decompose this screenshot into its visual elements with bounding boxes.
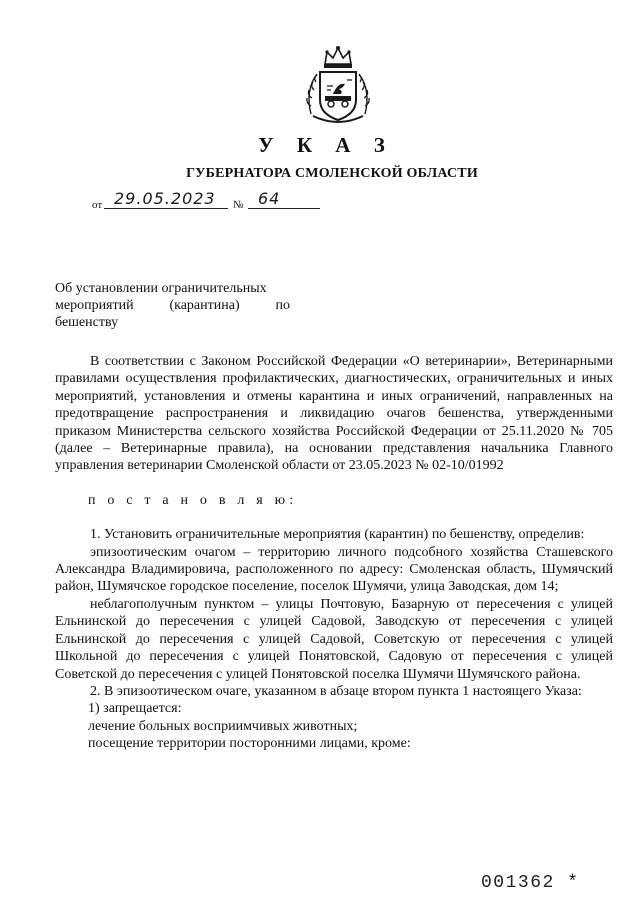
- preamble-paragraph: В соответствии с Законом Российской Федерации «О ветеринарии», Ветеринарными правилами осуществления профилактических, диагностических, ограничительных и иных мероприятий, установления и отмены карантина и иных ограничений, направленных на предотвращение распространения и ликвидацию очагов бешенства, утвержденными приказом Министерства сельского хозяйства Российской Федерации от 25.11.2020 № 705 (далее – Ветеринарные правила), на основании представления начальника Главного управления ветеринарии Смоленской области от 23.05.2023 № 02-10/01992: [55, 354, 613, 474]
- smolensk-coat-of-arms-icon: [303, 44, 373, 126]
- item-1-focus: эпизоотическим очагом – территорию личного подсобного хозяйства Сташевского Александра Владимировича, расположенного по адресу: Смоленская область, Шумячский район, Шумячское городское поселение, поселок Шумячи, улица Заводская, дом 14;: [55, 544, 613, 595]
- subject-word: по: [275, 298, 290, 313]
- date-prefix: от: [92, 199, 103, 211]
- document-issuer: ГУБЕРНАТОРА СМОЛЕНСКОЙ ОБЛАСТИ: [186, 166, 478, 181]
- item-2-1-b: посещение территории посторонними лицами, кроме:: [88, 736, 411, 752]
- subject-line-1: Об установлении ограничительных: [55, 281, 267, 296]
- number-underline: [248, 208, 320, 209]
- item-1: 1. Установить ограничительные мероприятия (карантин) по бешенству, определив:: [90, 527, 585, 543]
- item-1-point: неблагополучным пунктом – улицы Почтовую, Базарную от пересечения с улицей Ельнинской до пересечения с улицей Садовой, Заводскую от пересечения с улицей Ельнинской до пересечения с улицей Садовой, Советскую от пересечения с улицей Школьной до пересечения с улицей Понятовской, Садовую от пересечения с улицей Советской до пересечения с улицей Понятовской поселка Шумячи Шумячского района.: [55, 596, 613, 682]
- document-title: У К А З: [258, 133, 394, 157]
- serial-number: 001362 *: [481, 873, 580, 893]
- subject-line-3: бешенству: [55, 315, 119, 330]
- item-2-1: 1) запрещается:: [88, 701, 182, 717]
- document-body: [55, 353, 613, 753]
- subject-word: мероприятий: [55, 298, 134, 313]
- item-2-1-a: лечение больных восприимчивых животных;: [88, 718, 358, 734]
- document-subject: [55, 280, 290, 331]
- subject-word: (карантина): [169, 298, 240, 313]
- number-prefix: №: [233, 199, 244, 211]
- item-2: 2. В эпизоотическом очаге, указанном в абзаце втором пункта 1 настоящего Указа:: [90, 683, 582, 699]
- decree-word: п о с т а н о в л я ю:: [88, 492, 298, 508]
- date-underline: [104, 208, 228, 209]
- subject-line-2: [55, 297, 290, 314]
- handwritten-date: 29.05.2023: [114, 189, 216, 208]
- handwritten-number: 64: [258, 189, 281, 208]
